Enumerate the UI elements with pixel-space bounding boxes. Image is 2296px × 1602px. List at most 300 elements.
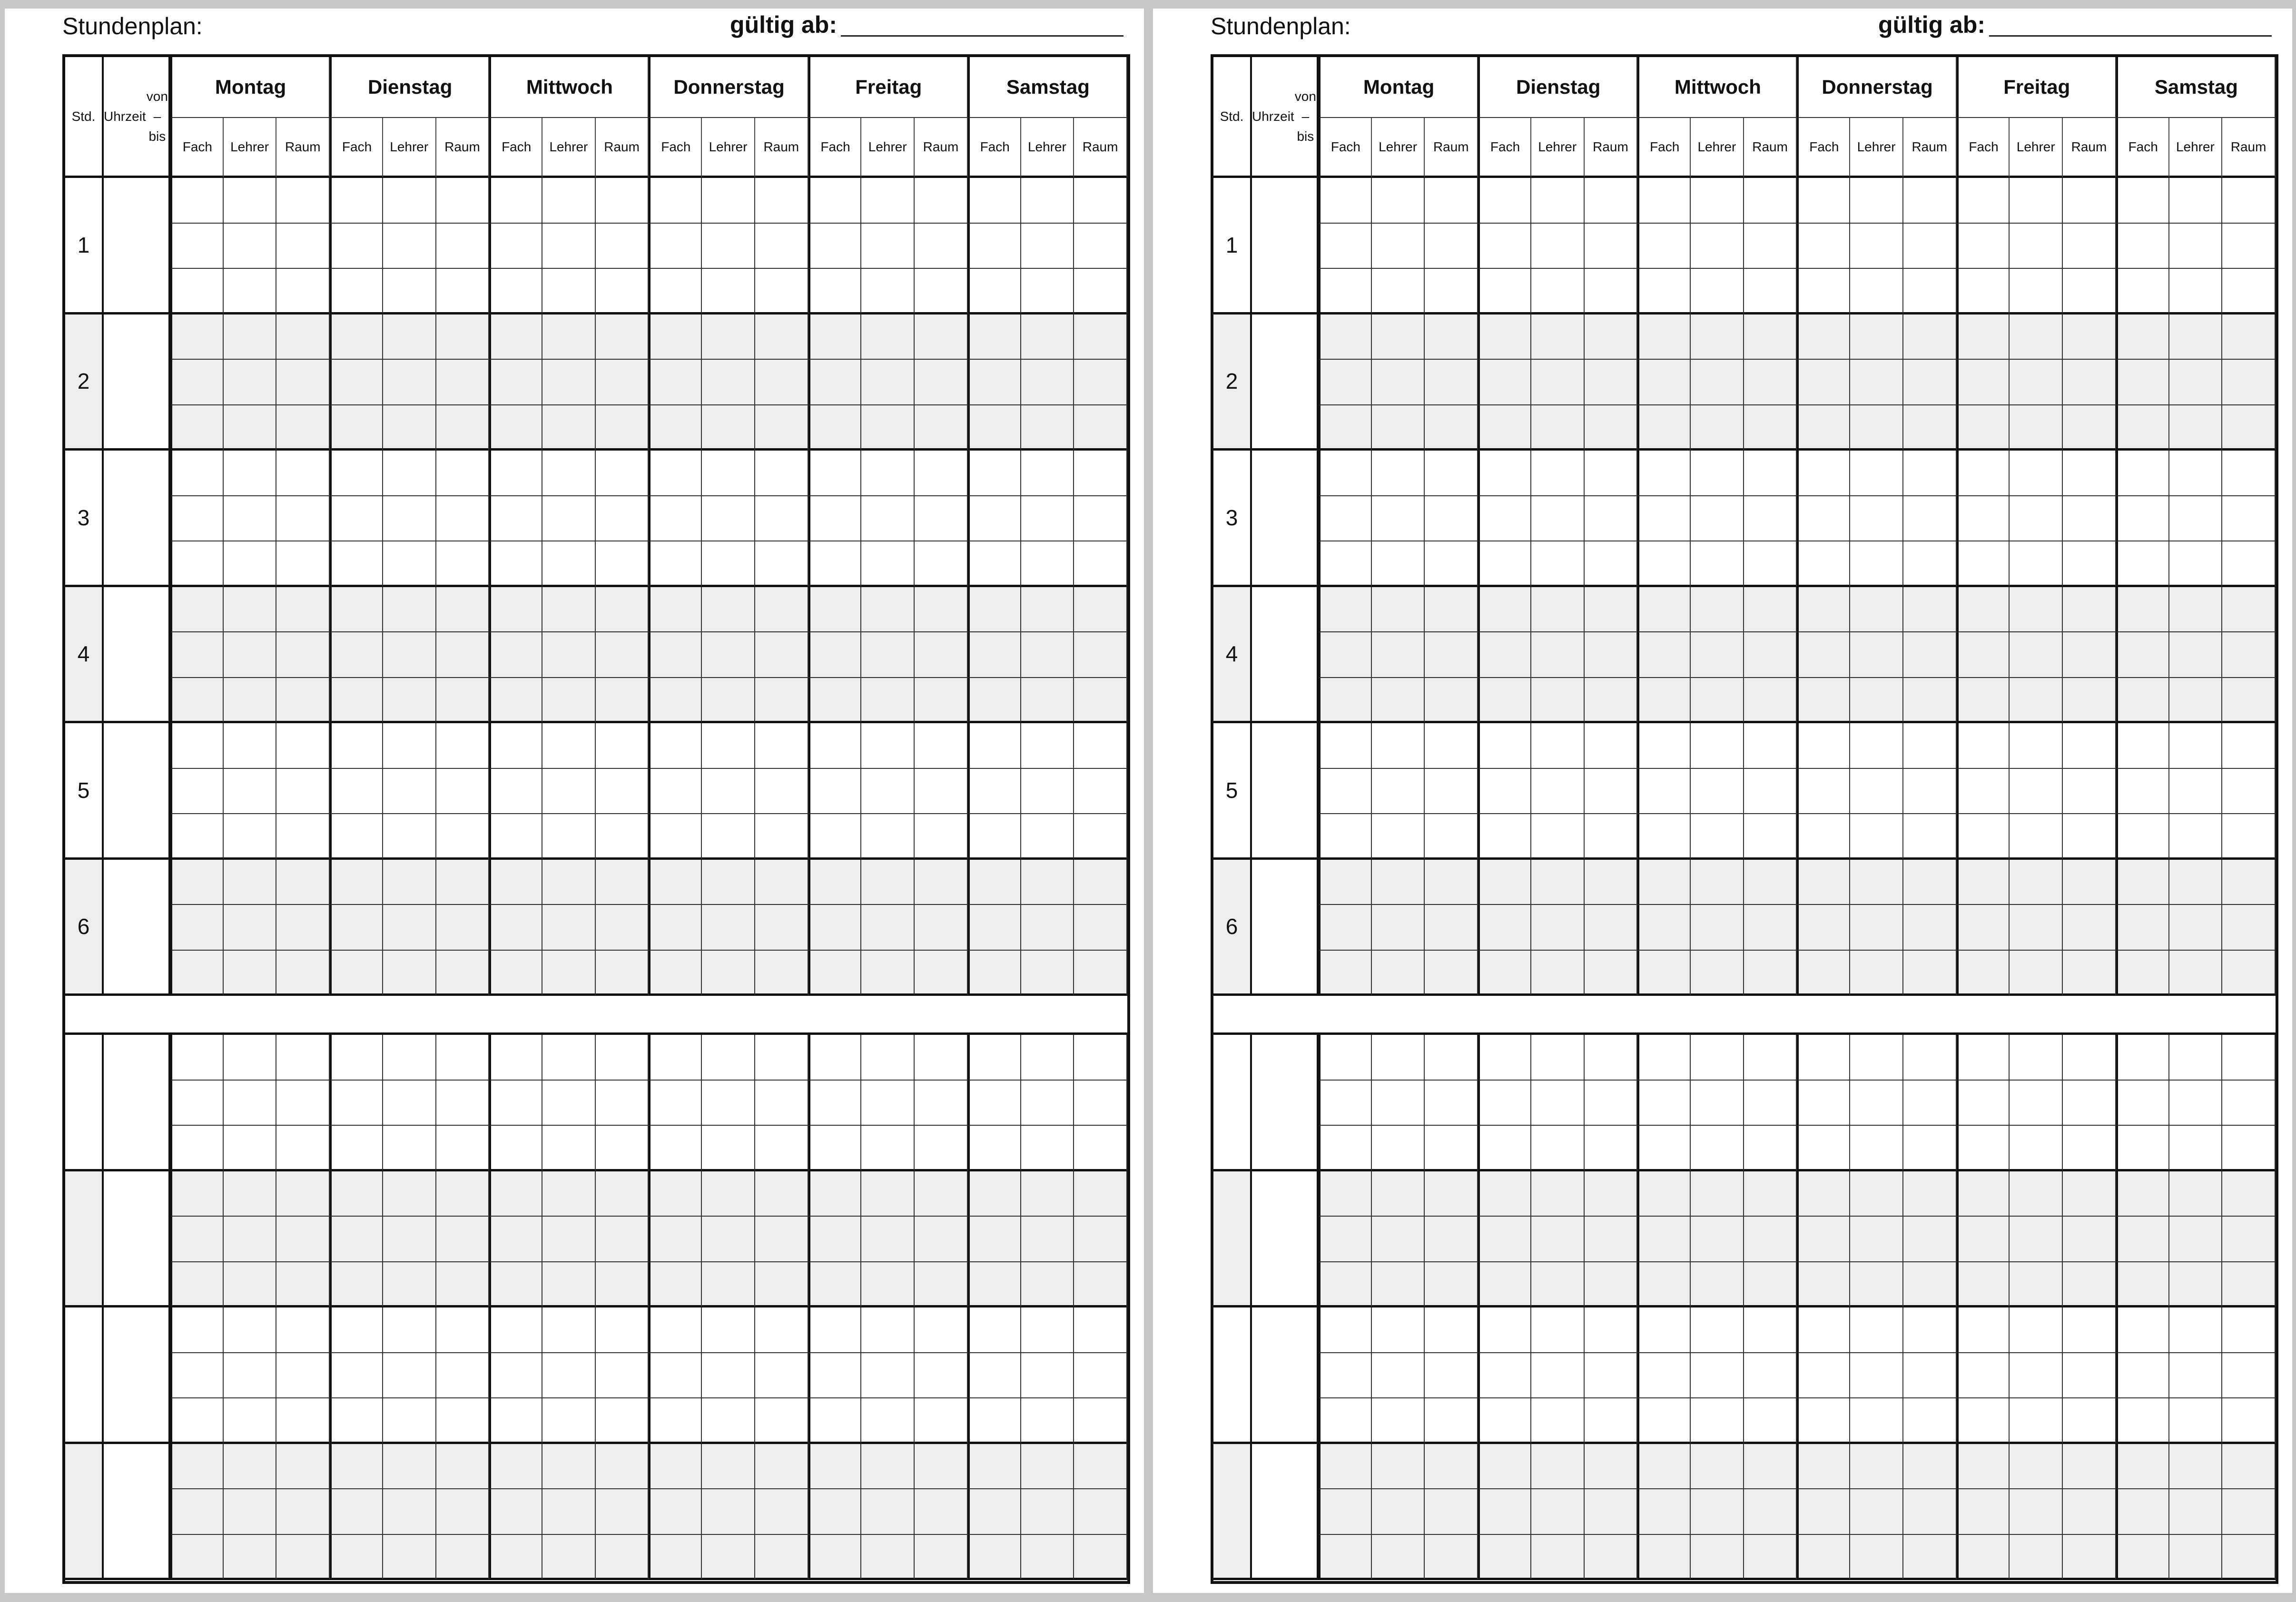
entry-cell[interactable]: [1372, 1353, 1425, 1399]
entry-cell[interactable]: [2116, 541, 2169, 587]
entry-cell[interactable]: [2063, 1444, 2116, 1490]
entry-cell[interactable]: [1372, 1126, 1425, 1171]
entry-cell[interactable]: [1744, 905, 1797, 951]
entry-cell[interactable]: [1021, 1081, 1074, 1126]
entry-cell[interactable]: [1797, 1307, 1850, 1353]
entry-cell[interactable]: [702, 178, 755, 224]
entry-cell[interactable]: [2169, 1307, 2223, 1353]
entry-cell[interactable]: [596, 1444, 649, 1490]
entry-cell[interactable]: [330, 269, 383, 315]
entry-cell[interactable]: [2116, 1398, 2169, 1444]
entry-cell[interactable]: [1744, 224, 1797, 269]
entry-cell[interactable]: [436, 951, 490, 996]
entry-cell[interactable]: [224, 224, 277, 269]
entry-cell[interactable]: [861, 1262, 915, 1308]
entry-cell[interactable]: [1691, 860, 1744, 905]
entry-cell[interactable]: [1797, 1535, 1850, 1581]
entry-cell[interactable]: [649, 1171, 702, 1217]
entry-cell[interactable]: [2169, 360, 2223, 405]
entry-cell[interactable]: [1531, 360, 1585, 405]
entry-cell[interactable]: [276, 723, 330, 769]
entry-cell[interactable]: [1372, 860, 1425, 905]
entry-cell[interactable]: [170, 769, 224, 815]
entry-cell[interactable]: [1903, 1217, 1957, 1262]
entry-cell[interactable]: [2116, 1126, 2169, 1171]
entry-cell[interactable]: [1903, 769, 1957, 815]
entry-cell[interactable]: [489, 860, 542, 905]
entry-cell[interactable]: [1319, 541, 1372, 587]
entry-cell[interactable]: [489, 405, 542, 451]
entry-cell[interactable]: [542, 1535, 596, 1581]
entry-cell[interactable]: [1903, 1035, 1957, 1081]
entry-cell[interactable]: [276, 632, 330, 678]
entry-cell[interactable]: [170, 587, 224, 633]
entry-cell[interactable]: [2222, 224, 2276, 269]
entry-cell[interactable]: [915, 1171, 968, 1217]
entry-cell[interactable]: [596, 1262, 649, 1308]
entry-cell[interactable]: [1319, 678, 1372, 724]
entry-cell[interactable]: [383, 1353, 436, 1399]
entry-cell[interactable]: [861, 1353, 915, 1399]
entry-cell[interactable]: [702, 315, 755, 360]
entry-cell[interactable]: [436, 1307, 490, 1353]
lesson-time-cell[interactable]: [104, 1035, 170, 1171]
entry-cell[interactable]: [170, 1489, 224, 1535]
entry-cell[interactable]: [1744, 769, 1797, 815]
entry-cell[interactable]: [861, 496, 915, 542]
entry-cell[interactable]: [1319, 178, 1372, 224]
entry-cell[interactable]: [1585, 1398, 1638, 1444]
entry-cell[interactable]: [1903, 1398, 1957, 1444]
entry-cell[interactable]: [1691, 1535, 1744, 1581]
entry-cell[interactable]: [224, 1171, 277, 1217]
entry-cell[interactable]: [1744, 723, 1797, 769]
entry-cell[interactable]: [861, 405, 915, 451]
entry-cell[interactable]: [2116, 178, 2169, 224]
entry-cell[interactable]: [1319, 1489, 1372, 1535]
entry-cell[interactable]: [383, 1081, 436, 1126]
entry-cell[interactable]: [542, 951, 596, 996]
entry-cell[interactable]: [330, 496, 383, 542]
entry-cell[interactable]: [224, 860, 277, 905]
entry-cell[interactable]: [861, 1535, 915, 1581]
entry-cell[interactable]: [1021, 178, 1074, 224]
entry-cell[interactable]: [1850, 541, 1903, 587]
entry-cell[interactable]: [489, 814, 542, 860]
entry-cell[interactable]: [1797, 360, 1850, 405]
entry-cell[interactable]: [1074, 587, 1127, 633]
entry-cell[interactable]: [383, 541, 436, 587]
entry-cell[interactable]: [915, 723, 968, 769]
entry-cell[interactable]: [702, 1081, 755, 1126]
entry-cell[interactable]: [1903, 1307, 1957, 1353]
entry-cell[interactable]: [968, 632, 1021, 678]
entry-cell[interactable]: [2169, 405, 2223, 451]
entry-cell[interactable]: [436, 451, 490, 496]
lesson-time-cell[interactable]: [104, 1307, 170, 1444]
entry-cell[interactable]: [2169, 769, 2223, 815]
entry-cell[interactable]: [2169, 1353, 2223, 1399]
entry-cell[interactable]: [1478, 905, 1531, 951]
entry-cell[interactable]: [755, 723, 808, 769]
entry-cell[interactable]: [596, 541, 649, 587]
entry-cell[interactable]: [489, 269, 542, 315]
entry-cell[interactable]: [649, 224, 702, 269]
entry-cell[interactable]: [330, 541, 383, 587]
entry-cell[interactable]: [1850, 1398, 1903, 1444]
entry-cell[interactable]: [1021, 541, 1074, 587]
entry-cell[interactable]: [2063, 1171, 2116, 1217]
entry-cell[interactable]: [1637, 1126, 1691, 1171]
entry-cell[interactable]: [436, 178, 490, 224]
entry-cell[interactable]: [383, 678, 436, 724]
entry-cell[interactable]: [1425, 315, 1478, 360]
entry-cell[interactable]: [596, 496, 649, 542]
entry-cell[interactable]: [596, 224, 649, 269]
entry-cell[interactable]: [170, 1398, 224, 1444]
entry-cell[interactable]: [596, 1035, 649, 1081]
entry-cell[interactable]: [1372, 951, 1425, 996]
entry-cell[interactable]: [808, 587, 862, 633]
entry-cell[interactable]: [1744, 1489, 1797, 1535]
entry-cell[interactable]: [1021, 678, 1074, 724]
entry-cell[interactable]: [1531, 315, 1585, 360]
entry-cell[interactable]: [2222, 1081, 2276, 1126]
entry-cell[interactable]: [1478, 1535, 1531, 1581]
entry-cell[interactable]: [330, 1217, 383, 1262]
entry-cell[interactable]: [489, 1217, 542, 1262]
entry-cell[interactable]: [649, 814, 702, 860]
entry-cell[interactable]: [224, 814, 277, 860]
entry-cell[interactable]: [596, 315, 649, 360]
entry-cell[interactable]: [542, 178, 596, 224]
entry-cell[interactable]: [1531, 1035, 1585, 1081]
entry-cell[interactable]: [489, 1353, 542, 1399]
entry-cell[interactable]: [170, 860, 224, 905]
entry-cell[interactable]: [1531, 1398, 1585, 1444]
entry-cell[interactable]: [2169, 541, 2223, 587]
entry-cell[interactable]: [649, 1398, 702, 1444]
entry-cell[interactable]: [2169, 1489, 2223, 1535]
entry-cell[interactable]: [1319, 632, 1372, 678]
entry-cell[interactable]: [649, 1535, 702, 1581]
entry-cell[interactable]: [1319, 496, 1372, 542]
entry-cell[interactable]: [861, 1171, 915, 1217]
entry-cell[interactable]: [861, 1444, 915, 1490]
entry-cell[interactable]: [968, 678, 1021, 724]
entry-cell[interactable]: [330, 632, 383, 678]
entry-cell[interactable]: [808, 814, 862, 860]
entry-cell[interactable]: [1903, 723, 1957, 769]
entry-cell[interactable]: [649, 405, 702, 451]
entry-cell[interactable]: [1319, 814, 1372, 860]
entry-cell[interactable]: [2010, 315, 2063, 360]
entry-cell[interactable]: [1744, 1444, 1797, 1490]
entry-cell[interactable]: [1850, 315, 1903, 360]
entry-cell[interactable]: [276, 1217, 330, 1262]
entry-cell[interactable]: [1074, 541, 1127, 587]
entry-cell[interactable]: [596, 769, 649, 815]
entry-cell[interactable]: [1425, 905, 1478, 951]
entry-cell[interactable]: [1797, 678, 1850, 724]
entry-cell[interactable]: [649, 178, 702, 224]
entry-cell[interactable]: [170, 224, 224, 269]
entry-cell[interactable]: [1074, 1444, 1127, 1490]
entry-cell[interactable]: [330, 1444, 383, 1490]
entry-cell[interactable]: [489, 360, 542, 405]
entry-cell[interactable]: [2010, 1353, 2063, 1399]
entry-cell[interactable]: [2116, 951, 2169, 996]
entry-cell[interactable]: [649, 451, 702, 496]
entry-cell[interactable]: [1691, 1035, 1744, 1081]
entry-cell[interactable]: [2063, 905, 2116, 951]
entry-cell[interactable]: [755, 1035, 808, 1081]
entry-cell[interactable]: [596, 269, 649, 315]
entry-cell[interactable]: [542, 1171, 596, 1217]
entry-cell[interactable]: [2222, 541, 2276, 587]
entry-cell[interactable]: [1531, 905, 1585, 951]
entry-cell[interactable]: [383, 1444, 436, 1490]
entry-cell[interactable]: [2010, 769, 2063, 815]
entry-cell[interactable]: [1585, 541, 1638, 587]
entry-cell[interactable]: [915, 769, 968, 815]
entry-cell[interactable]: [1372, 269, 1425, 315]
entry-cell[interactable]: [808, 1262, 862, 1308]
entry-cell[interactable]: [808, 1353, 862, 1399]
entry-cell[interactable]: [861, 769, 915, 815]
entry-cell[interactable]: [489, 951, 542, 996]
entry-cell[interactable]: [1074, 1262, 1127, 1308]
entry-cell[interactable]: [170, 951, 224, 996]
lesson-time-cell[interactable]: [104, 1444, 170, 1581]
lesson-time-cell[interactable]: [1252, 1171, 1319, 1308]
entry-cell[interactable]: [649, 769, 702, 815]
entry-cell[interactable]: [968, 723, 1021, 769]
entry-cell[interactable]: [1850, 1126, 1903, 1171]
entry-cell[interactable]: [2116, 1489, 2169, 1535]
entry-cell[interactable]: [224, 1489, 277, 1535]
entry-cell[interactable]: [224, 1398, 277, 1444]
entry-cell[interactable]: [1531, 860, 1585, 905]
entry-cell[interactable]: [1797, 269, 1850, 315]
entry-cell[interactable]: [2010, 1262, 2063, 1308]
entry-cell[interactable]: [1850, 496, 1903, 542]
entry-cell[interactable]: [330, 315, 383, 360]
entry-cell[interactable]: [1585, 178, 1638, 224]
entry-cell[interactable]: [224, 360, 277, 405]
entry-cell[interactable]: [968, 360, 1021, 405]
entry-cell[interactable]: [1957, 178, 2010, 224]
entry-cell[interactable]: [702, 451, 755, 496]
entry-cell[interactable]: [1957, 496, 2010, 542]
entry-cell[interactable]: [755, 541, 808, 587]
entry-cell[interactable]: [383, 951, 436, 996]
entry-cell[interactable]: [1957, 860, 2010, 905]
entry-cell[interactable]: [2010, 1535, 2063, 1581]
entry-cell[interactable]: [1585, 951, 1638, 996]
entry-cell[interactable]: [1478, 541, 1531, 587]
entry-cell[interactable]: [1531, 496, 1585, 542]
entry-cell[interactable]: [1691, 1444, 1744, 1490]
entry-cell[interactable]: [1319, 269, 1372, 315]
entry-cell[interactable]: [1797, 632, 1850, 678]
entry-cell[interactable]: [1691, 224, 1744, 269]
entry-cell[interactable]: [276, 860, 330, 905]
entry-cell[interactable]: [1319, 951, 1372, 996]
entry-cell[interactable]: [861, 451, 915, 496]
entry-cell[interactable]: [1021, 405, 1074, 451]
entry-cell[interactable]: [1074, 1217, 1127, 1262]
entry-cell[interactable]: [436, 496, 490, 542]
entry-cell[interactable]: [861, 587, 915, 633]
entry-cell[interactable]: [1797, 496, 1850, 542]
entry-cell[interactable]: [1850, 1353, 1903, 1399]
entry-cell[interactable]: [1691, 405, 1744, 451]
entry-cell[interactable]: [1744, 814, 1797, 860]
entry-cell[interactable]: [1372, 1217, 1425, 1262]
entry-cell[interactable]: [755, 224, 808, 269]
entry-cell[interactable]: [1585, 769, 1638, 815]
entry-cell[interactable]: [2010, 224, 2063, 269]
entry-cell[interactable]: [808, 1126, 862, 1171]
entry-cell[interactable]: [1585, 1081, 1638, 1126]
entry-cell[interactable]: [2169, 678, 2223, 724]
entry-cell[interactable]: [2116, 1307, 2169, 1353]
entry-cell[interactable]: [1637, 1307, 1691, 1353]
entry-cell[interactable]: [1021, 451, 1074, 496]
entry-cell[interactable]: [1425, 451, 1478, 496]
entry-cell[interactable]: [170, 1262, 224, 1308]
entry-cell[interactable]: [1637, 405, 1691, 451]
entry-cell[interactable]: [330, 1489, 383, 1535]
entry-cell[interactable]: [1903, 905, 1957, 951]
entry-cell[interactable]: [808, 678, 862, 724]
entry-cell[interactable]: [1425, 541, 1478, 587]
entry-cell[interactable]: [2063, 1489, 2116, 1535]
entry-cell[interactable]: [1372, 1081, 1425, 1126]
entry-cell[interactable]: [1957, 451, 2010, 496]
entry-cell[interactable]: [1797, 178, 1850, 224]
entry-cell[interactable]: [596, 1535, 649, 1581]
entry-cell[interactable]: [2010, 1217, 2063, 1262]
entry-cell[interactable]: [1744, 496, 1797, 542]
entry-cell[interactable]: [1797, 1353, 1850, 1399]
entry-cell[interactable]: [1074, 1081, 1127, 1126]
entry-cell[interactable]: [1797, 769, 1850, 815]
entry-cell[interactable]: [2169, 1398, 2223, 1444]
entry-cell[interactable]: [1372, 723, 1425, 769]
entry-cell[interactable]: [1372, 1307, 1425, 1353]
entry-cell[interactable]: [1372, 905, 1425, 951]
entry-cell[interactable]: [1074, 451, 1127, 496]
entry-cell[interactable]: [755, 860, 808, 905]
entry-cell[interactable]: [968, 860, 1021, 905]
entry-cell[interactable]: [649, 315, 702, 360]
entry-cell[interactable]: [1637, 632, 1691, 678]
entry-cell[interactable]: [542, 1035, 596, 1081]
entry-cell[interactable]: [1372, 1262, 1425, 1308]
entry-cell[interactable]: [2063, 178, 2116, 224]
entry-cell[interactable]: [861, 1081, 915, 1126]
entry-cell[interactable]: [436, 315, 490, 360]
entry-cell[interactable]: [1850, 1535, 1903, 1581]
entry-cell[interactable]: [2010, 905, 2063, 951]
entry-cell[interactable]: [330, 1307, 383, 1353]
entry-cell[interactable]: [2010, 1126, 2063, 1171]
entry-cell[interactable]: [1585, 814, 1638, 860]
entry-cell[interactable]: [1372, 1535, 1425, 1581]
entry-cell[interactable]: [2010, 1444, 2063, 1490]
entry-cell[interactable]: [542, 1353, 596, 1399]
entry-cell[interactable]: [2222, 1444, 2276, 1490]
entry-cell[interactable]: [224, 1353, 277, 1399]
entry-cell[interactable]: [330, 1035, 383, 1081]
entry-cell[interactable]: [649, 905, 702, 951]
entry-cell[interactable]: [224, 1035, 277, 1081]
entry-cell[interactable]: [1585, 1489, 1638, 1535]
entry-cell[interactable]: [596, 1307, 649, 1353]
entry-cell[interactable]: [861, 315, 915, 360]
entry-cell[interactable]: [1903, 178, 1957, 224]
entry-cell[interactable]: [2063, 632, 2116, 678]
entry-cell[interactable]: [276, 587, 330, 633]
entry-cell[interactable]: [1021, 1489, 1074, 1535]
entry-cell[interactable]: [755, 315, 808, 360]
entry-cell[interactable]: [2222, 1035, 2276, 1081]
entry-cell[interactable]: [1797, 1444, 1850, 1490]
entry-cell[interactable]: [861, 1307, 915, 1353]
entry-cell[interactable]: [276, 178, 330, 224]
entry-cell[interactable]: [170, 905, 224, 951]
entry-cell[interactable]: [2169, 1035, 2223, 1081]
entry-cell[interactable]: [861, 814, 915, 860]
entry-cell[interactable]: [1957, 1398, 2010, 1444]
entry-cell[interactable]: [2169, 1171, 2223, 1217]
entry-cell[interactable]: [436, 1035, 490, 1081]
entry-cell[interactable]: [1478, 632, 1531, 678]
entry-cell[interactable]: [2063, 769, 2116, 815]
entry-cell[interactable]: [1372, 1444, 1425, 1490]
entry-cell[interactable]: [1637, 723, 1691, 769]
entry-cell[interactable]: [489, 632, 542, 678]
entry-cell[interactable]: [968, 1535, 1021, 1581]
entry-cell[interactable]: [861, 1398, 915, 1444]
entry-cell[interactable]: [1637, 1171, 1691, 1217]
entry-cell[interactable]: [596, 360, 649, 405]
entry-cell[interactable]: [1372, 315, 1425, 360]
entry-cell[interactable]: [1425, 1262, 1478, 1308]
entry-cell[interactable]: [1637, 1217, 1691, 1262]
entry-cell[interactable]: [2116, 678, 2169, 724]
entry-cell[interactable]: [276, 769, 330, 815]
entry-cell[interactable]: [1319, 1535, 1372, 1581]
entry-cell[interactable]: [1797, 1035, 1850, 1081]
entry-cell[interactable]: [1074, 632, 1127, 678]
entry-cell[interactable]: [1691, 1307, 1744, 1353]
entry-cell[interactable]: [2063, 587, 2116, 633]
entry-cell[interactable]: [702, 1489, 755, 1535]
entry-cell[interactable]: [2169, 451, 2223, 496]
entry-cell[interactable]: [1637, 541, 1691, 587]
entry-cell[interactable]: [1478, 360, 1531, 405]
entry-cell[interactable]: [808, 178, 862, 224]
entry-cell[interactable]: [2116, 1171, 2169, 1217]
entry-cell[interactable]: [2116, 1217, 2169, 1262]
entry-cell[interactable]: [649, 1035, 702, 1081]
entry-cell[interactable]: [2010, 405, 2063, 451]
entry-cell[interactable]: [2010, 1398, 2063, 1444]
entry-cell[interactable]: [1372, 360, 1425, 405]
